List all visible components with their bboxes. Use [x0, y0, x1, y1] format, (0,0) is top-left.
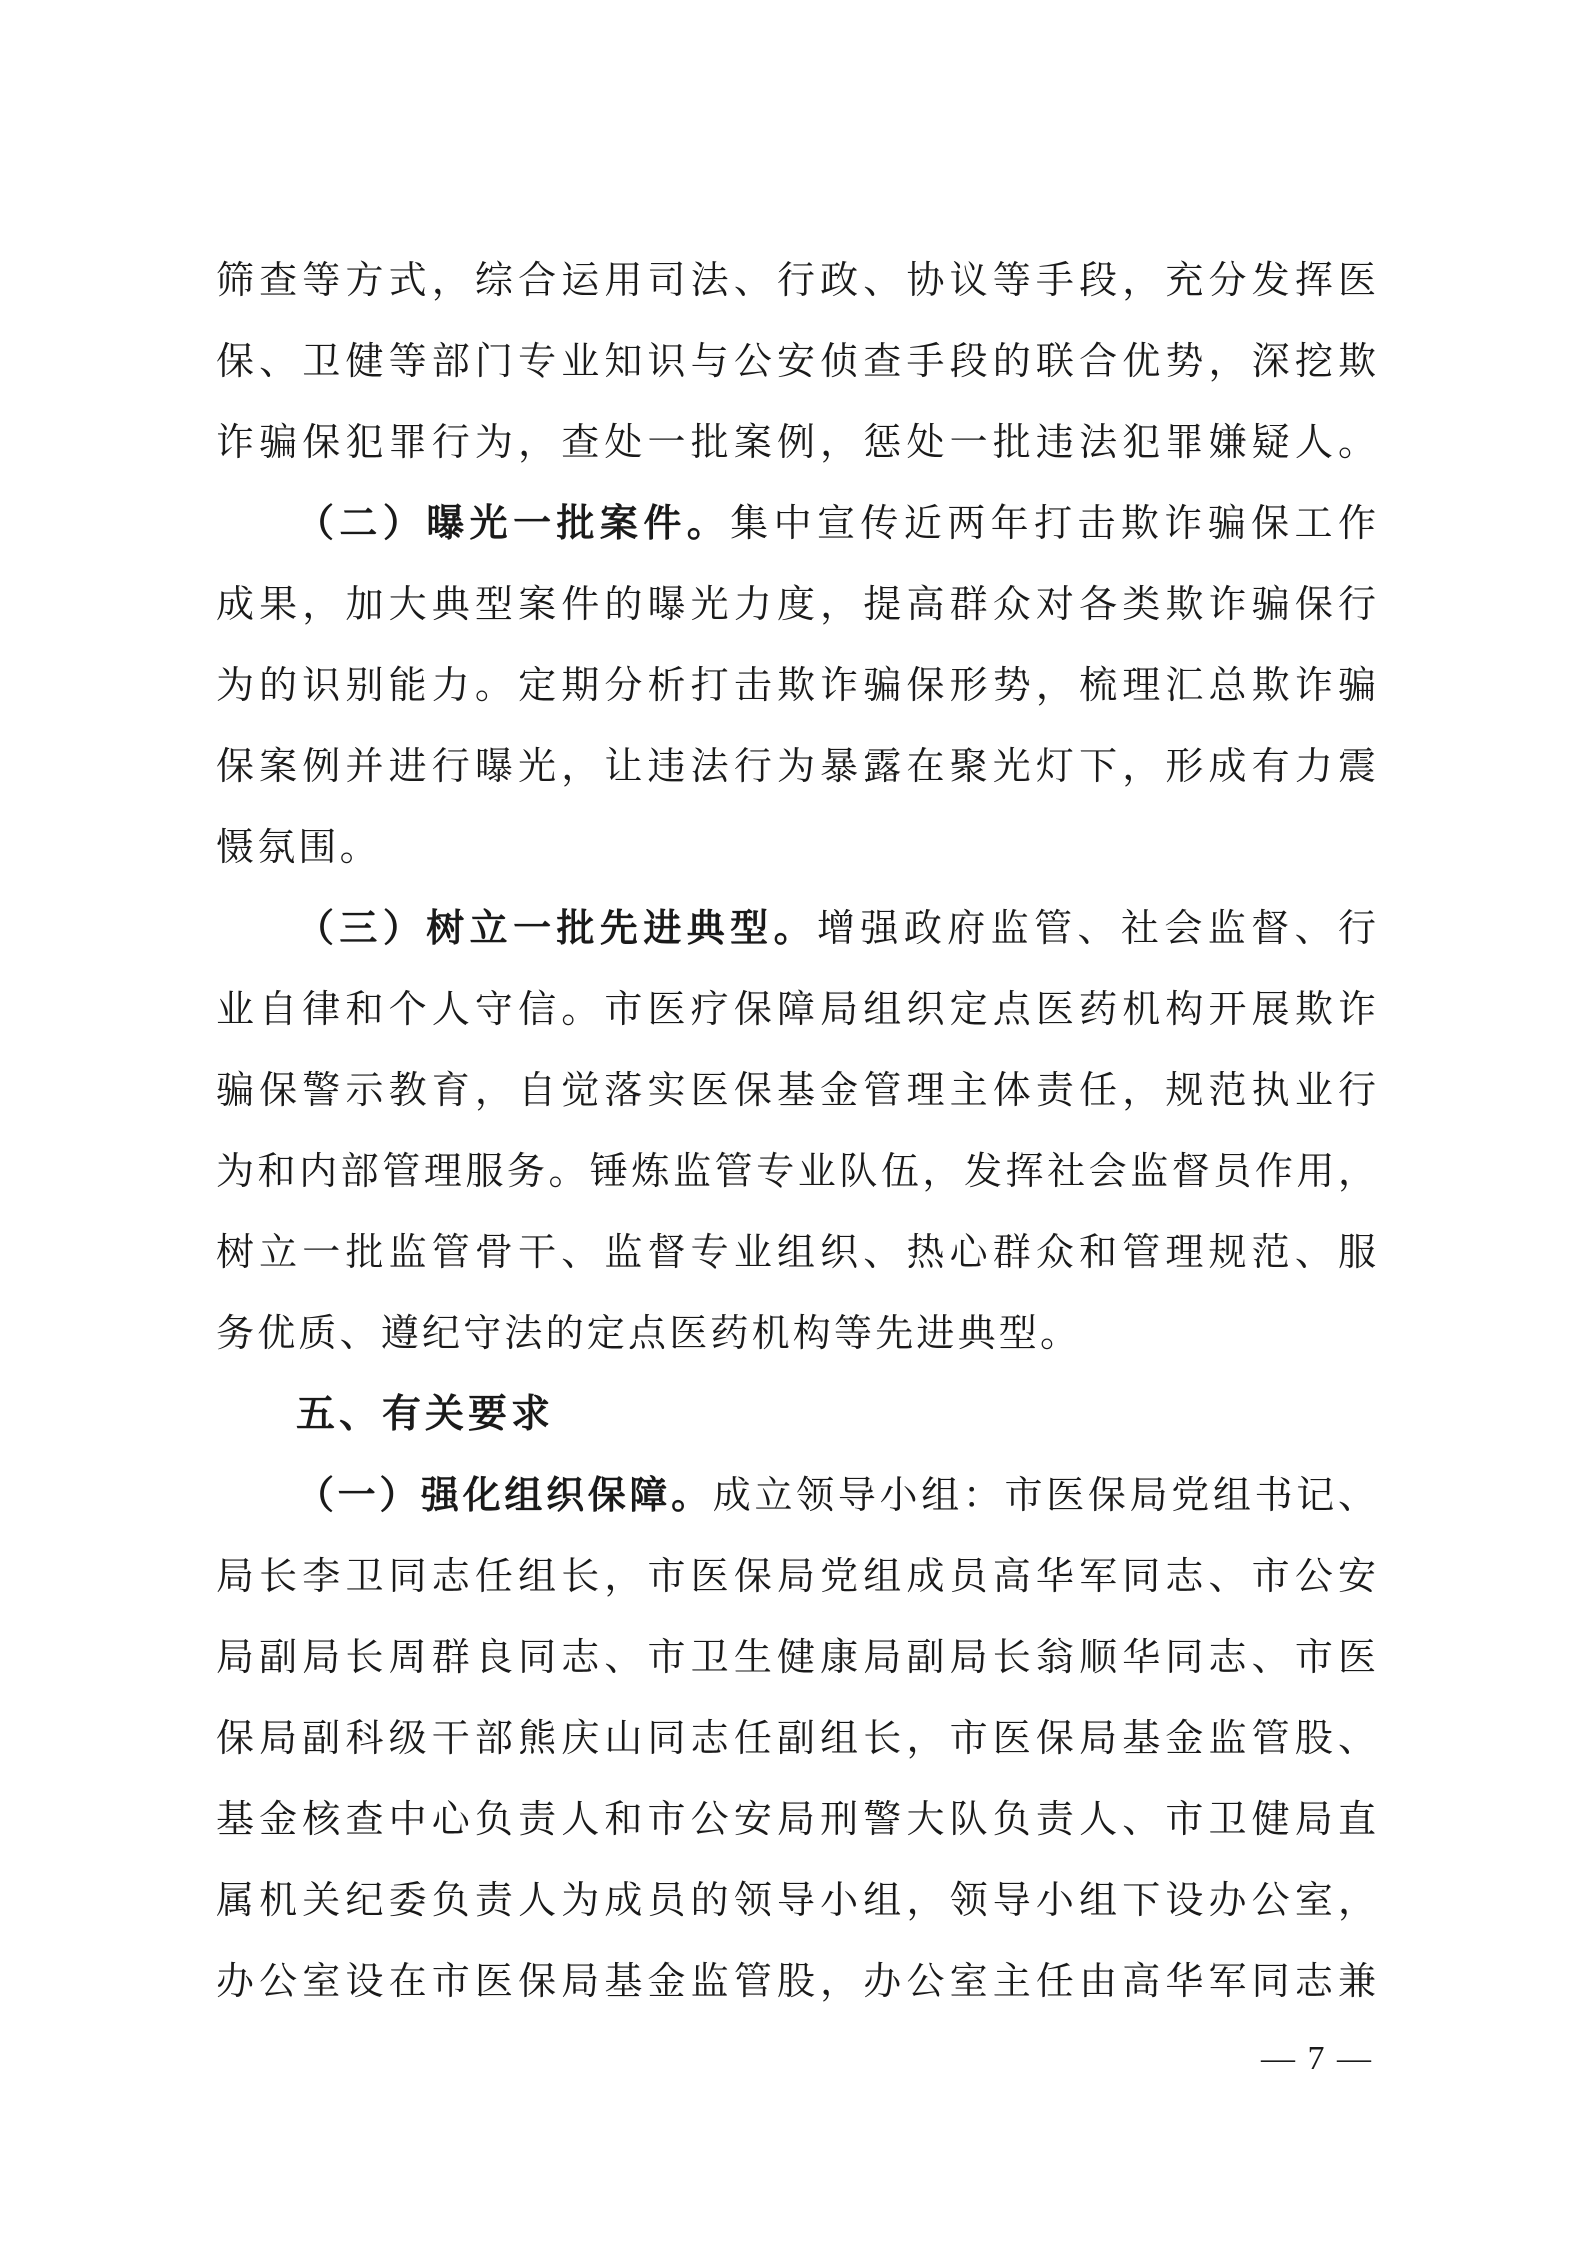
paragraph-line: 慑氛围。: [216, 825, 381, 869]
chapter-heading: 五、有关要求: [296, 1392, 555, 1437]
paragraph-line: 局长李卫同志任组长，市医保局党组成员高华军同志、市公安: [216, 1554, 1376, 1598]
paragraph-line: 筛查等方式，综合运用司法、行政、协议等手段，充分发挥医: [216, 258, 1376, 302]
paragraph-line: 为的识别能力。定期分析打击欺诈骗保形势，梳理汇总欺诈骗: [216, 663, 1376, 707]
paragraph-line: 业自律和个人守信。市医疗保障局组织定点医药机构开展欺诈: [216, 987, 1376, 1031]
body-text: [216, 240, 1376, 2022]
paragraph-line: 骗保警示教育，自觉落实医保基金管理主体责任，规范执业行: [216, 1068, 1376, 1112]
paragraph-line: 树立一批监管骨干、监督专业组织、热心群众和管理规范、服: [216, 1230, 1376, 1274]
paragraph-line: 保、卫健等部门专业知识与公安侦查手段的联合优势，深挖欺: [216, 339, 1376, 383]
section-title: （三）树立一批先进典型。: [296, 906, 817, 950]
page-number: — 7 —: [1261, 2040, 1373, 2077]
paragraph-line: 保局副科级干部熊庆山同志任副组长，市医保局基金监管股、: [216, 1716, 1376, 1760]
paragraph-line: 局副局长周群良同志、市卫生健康局副局长翁顺华同志、市医: [216, 1635, 1376, 1679]
section-line: （一）强化组织保障。成立领导小组：市医保局党组书记、: [296, 1473, 1376, 1517]
section-line: （三）树立一批先进典型。增强政府监管、社会监督、行: [296, 906, 1376, 950]
section-line: （二）曝光一批案件。集中宣传近两年打击欺诈骗保工作: [296, 501, 1376, 545]
paragraph-line: 办公室设在市医保局基金监管股，办公室主任由高华军同志兼: [216, 1959, 1376, 2003]
paragraph-line: 成果，加大典型案件的曝光力度，提高群众对各类欺诈骗保行: [216, 582, 1376, 626]
section-title: （一）强化组织保障。: [296, 1473, 713, 1517]
chapter-heading-line: [216, 1374, 1376, 1455]
paragraph-line: 属机关纪委负责人为成员的领导小组，领导小组下设办公室，: [216, 1878, 1376, 1922]
section-title: （二）曝光一批案件。: [296, 501, 731, 545]
paragraph-line: 基金核查中心负责人和市公安局刑警大队负责人、市卫健局直: [216, 1797, 1376, 1841]
paragraph-line: 诈骗保犯罪行为，查处一批案例，惩处一批违法犯罪嫌疑人。: [216, 420, 1376, 464]
paragraph-line: 务优质、遵纪守法的定点医药机构等先进典型。: [216, 1311, 1082, 1355]
paragraph-line: 为和内部管理服务。锤炼监管专业队伍，发挥社会监督员作用，: [216, 1149, 1376, 1193]
paragraph-line: 保案例并进行曝光，让违法行为暴露在聚光灯下，形成有力震: [216, 744, 1376, 788]
